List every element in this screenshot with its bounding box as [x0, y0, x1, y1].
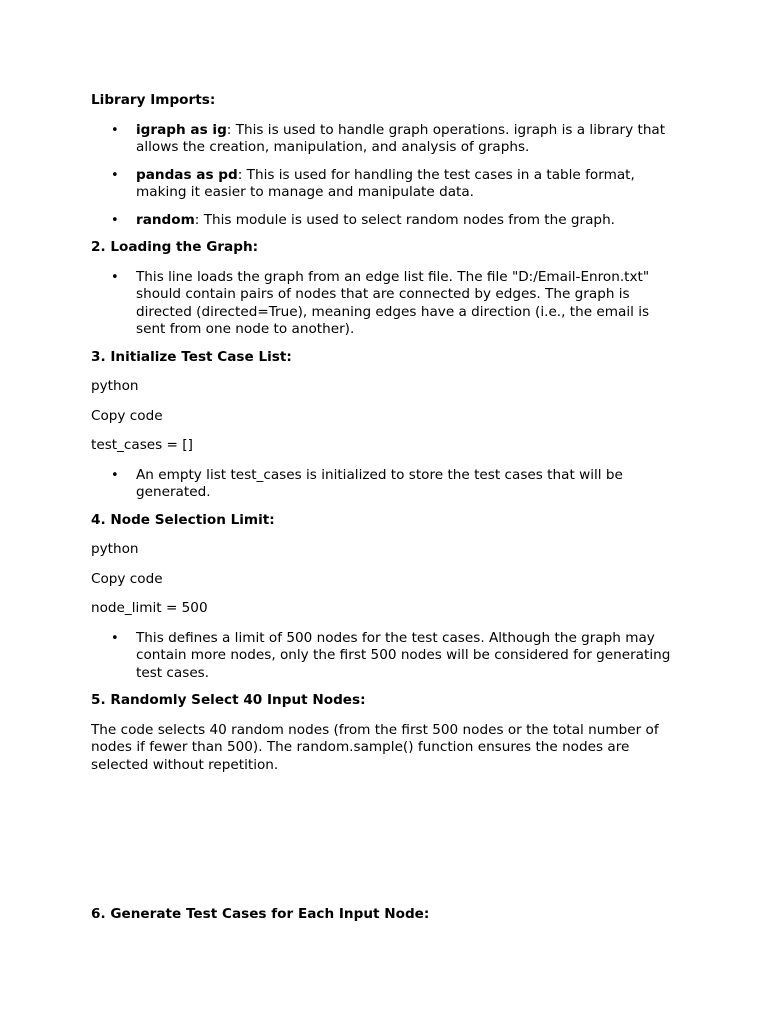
section-heading-imports: Library Imports: — [91, 92, 216, 108]
section-heading-loading: 2. Loading the Graph: — [91, 239, 259, 255]
item-text: : This is used to handle graph operations. igraph is a library that allows the creation, manipulation, and analysis of graphs. — [136, 121, 666, 155]
item-term: igraph as ig — [136, 121, 227, 138]
list-item — [91, 122, 681, 157]
section-heading-init: 3. Initialize Test Case List: — [91, 348, 292, 365]
document-page — [91, 92, 681, 936]
bullet-icon: • — [111, 467, 119, 483]
item-text: : This module is used to select random nodes from the graph. — [194, 211, 616, 228]
list-item — [91, 467, 681, 502]
loading-list — [91, 269, 681, 339]
code-language-label: python — [91, 541, 139, 557]
copy-code-label: Copy code — [91, 407, 163, 424]
list-item — [91, 212, 681, 230]
imports-list — [91, 122, 681, 230]
code-language-label: python — [91, 378, 139, 394]
code-line: test_cases = [] — [91, 437, 193, 453]
bullet-icon: • — [111, 269, 119, 285]
bullet-icon: • — [111, 122, 119, 138]
list-item — [91, 269, 681, 339]
bullet-icon: • — [111, 630, 119, 646]
code-line: node_limit = 500 — [91, 600, 208, 616]
init-list — [91, 467, 681, 502]
bullet-icon: • — [111, 212, 119, 228]
section-heading-select: 5. Randomly Select 40 Input Nodes: — [91, 692, 366, 708]
item-text: This defines a limit of 500 nodes for the test cases. Although the graph may contain more nodes, only the first 500 nodes will be considered for generating test cases. — [136, 629, 671, 681]
item-term: pandas as pd — [136, 166, 238, 183]
item-text: This line loads the graph from an edge list file. The file "D:/Email-Enron.txt" should contain pairs of nodes that are connected by edges. The graph is directed (directed=True), meaning edges have a direction (i.e., the email is sent from one node to another). — [136, 268, 650, 337]
copy-code-label: Copy code — [91, 570, 163, 587]
limit-list — [91, 630, 681, 683]
item-text: : This is used for handling the test cases in a table format, making it easier to manage and manipulate data. — [136, 166, 635, 200]
item-term: random — [136, 211, 195, 228]
item-text: An empty list test_cases is initialized to store the test cases that will be generated. — [136, 466, 623, 500]
section-paragraph: The code selects 40 random nodes (from the first 500 nodes or the total number of nodes if fewer than 500). The random.sample() function ensures the nodes are selected without repetition. — [91, 721, 659, 773]
list-item — [91, 630, 681, 683]
blank-space — [91, 786, 681, 906]
bullet-icon: • — [111, 167, 119, 183]
list-item — [91, 167, 681, 202]
section-heading-generate: 6. Generate Test Cases for Each Input Node: — [91, 906, 430, 922]
section-heading-limit: 4. Node Selection Limit: — [91, 511, 275, 528]
